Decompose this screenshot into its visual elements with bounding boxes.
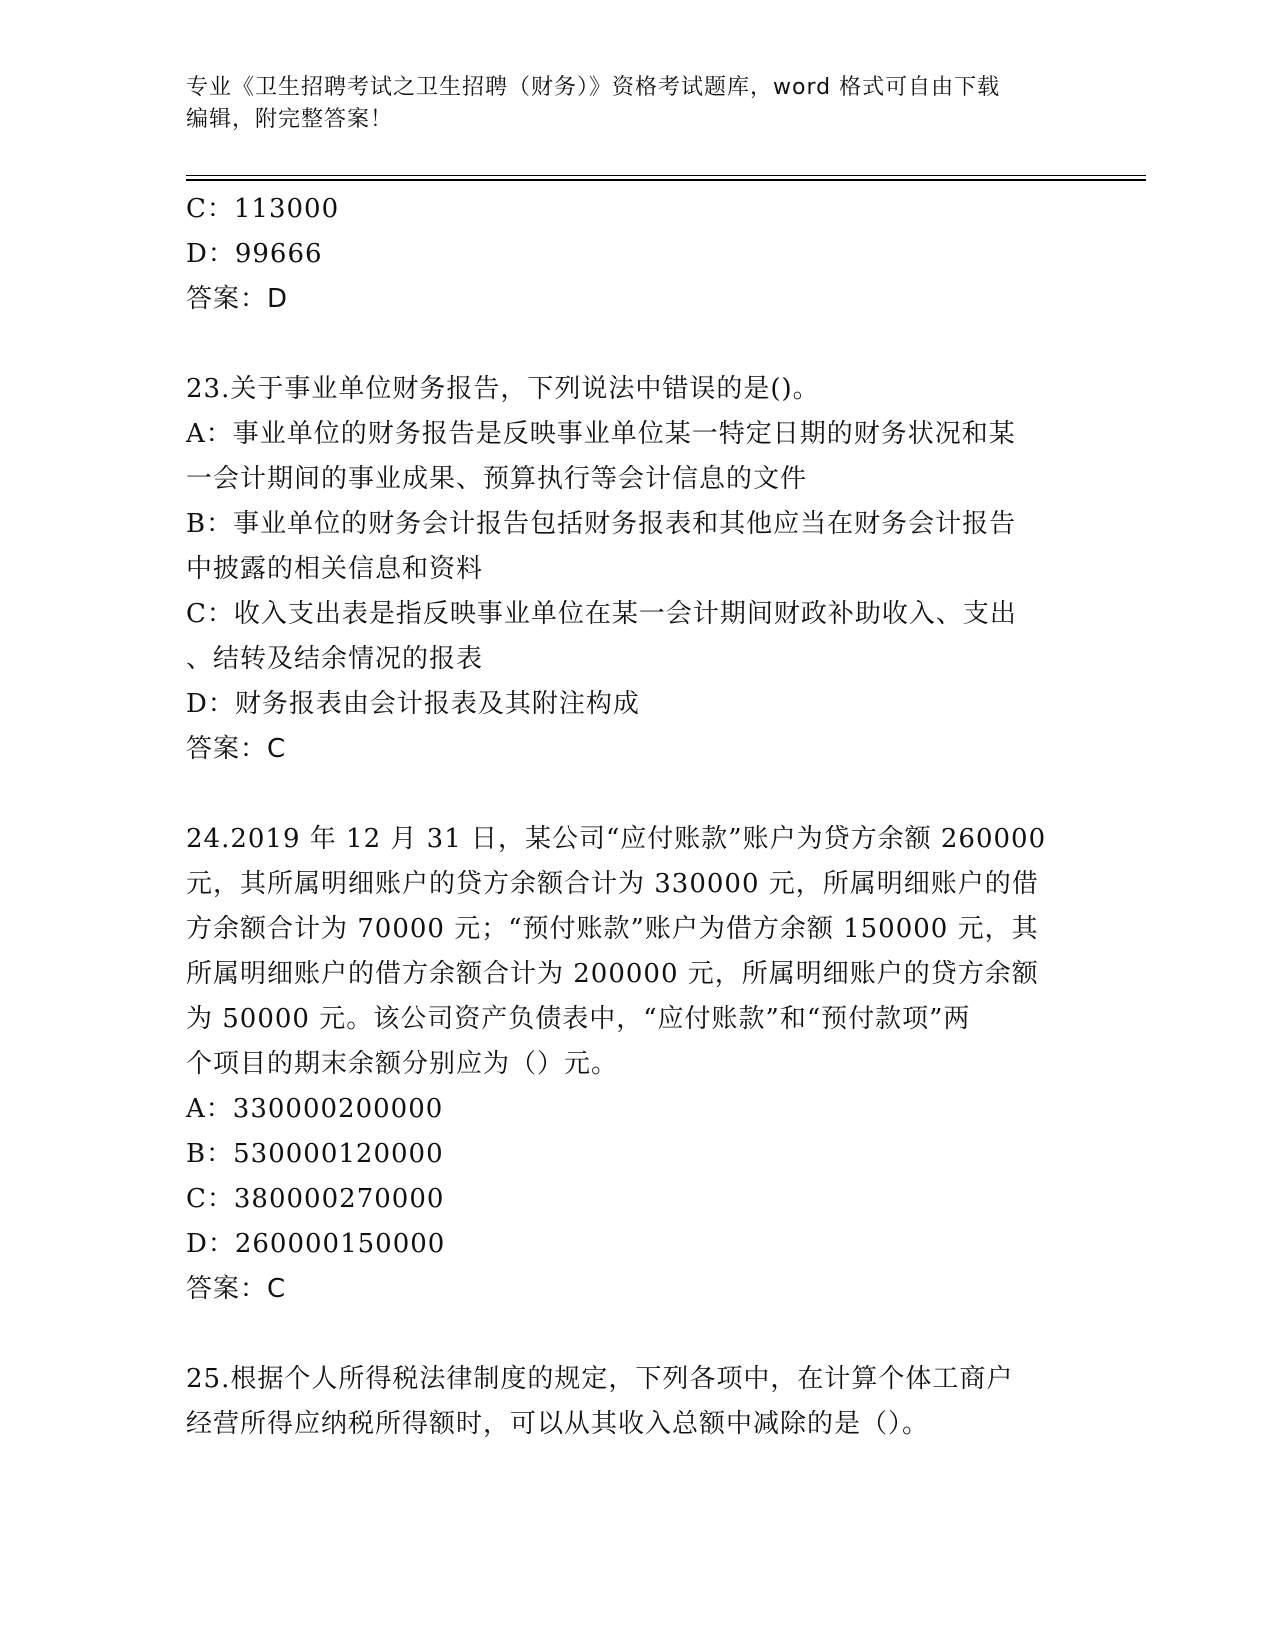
- question-23: [186, 367, 1086, 772]
- option-c-continued: 、结转及结余情况的报表: [186, 644, 484, 674]
- question-stem-continued: 个项目的期末余额分别应为（）元。: [186, 1049, 619, 1079]
- question-stem-continued: 所属明细账户的借方余额合计为 200000 元，所属明细账户的贷方余额: [186, 959, 1039, 989]
- question-stem-continued: 方余额合计为 70000 元；“预付账款”账户为借方余额 150000 元，其: [186, 914, 1039, 944]
- question-stem-continued: 为 50000 元。该公司资产负债表中，“应付账款”和“预付款项”两: [186, 1004, 971, 1034]
- question-stem: 23.关于事业单位财务报告，下列说法中错误的是()。: [186, 374, 820, 404]
- option-d: D：99666: [186, 239, 323, 269]
- option-a: A：事业单位的财务报告是反映事业单位某一特定日期的财务状况和某: [186, 419, 1016, 449]
- answer: 答案：D: [186, 284, 289, 314]
- question-24: [186, 817, 1086, 1312]
- option-a-continued: 一会计期间的事业成果、预算执行等会计信息的文件: [186, 464, 808, 494]
- option-b: B：530000120000: [186, 1139, 444, 1169]
- question-stem-continued: 元，其所属明细账户的贷方余额合计为 330000 元，所属明细账户的借: [186, 869, 1039, 899]
- header-line-2: 编辑，附完整答案！: [186, 107, 394, 132]
- answer: 答案：C: [186, 1274, 287, 1304]
- option-c: C：113000: [186, 194, 340, 224]
- header-line-1: 专业《卫生招聘考试之卫生招聘（财务）》资格考试题库，word 格式可自由下载: [186, 75, 1001, 100]
- option-b: B：事业单位的财务会计报告包括财务报表和其他应当在财务会计报告: [186, 509, 1017, 539]
- question-stem: 25.根据个人所得税法律制度的规定，下列各项中，在计算个体工商户: [186, 1364, 1014, 1394]
- option-d: D：财务报表由会计报表及其附注构成: [186, 689, 640, 719]
- option-d: D：260000150000: [186, 1229, 446, 1259]
- question-stem: 24.2019 年 12 月 31 日，某公司“应付账款”账户为贷方余额 260000: [186, 824, 1047, 854]
- header-divider-thin: [186, 175, 1146, 176]
- document-header: [186, 72, 1086, 136]
- answer: 答案：C: [186, 734, 287, 764]
- option-c: C：收入支出表是指反映事业单位在某一会计期间财政补助收入、支出: [186, 599, 1017, 629]
- document-body: [186, 187, 1086, 1447]
- option-a: A：330000200000: [186, 1094, 444, 1124]
- question-stem-continued: 经营所得应纳税所得额时，可以从其收入总额中减除的是（）。: [186, 1409, 930, 1439]
- option-c: C：380000270000: [186, 1184, 445, 1214]
- option-b-continued: 中披露的相关信息和资料: [186, 554, 484, 584]
- question-25: [186, 1357, 1086, 1447]
- header-divider-thick: [186, 179, 1146, 181]
- question-22-tail: [186, 187, 1086, 322]
